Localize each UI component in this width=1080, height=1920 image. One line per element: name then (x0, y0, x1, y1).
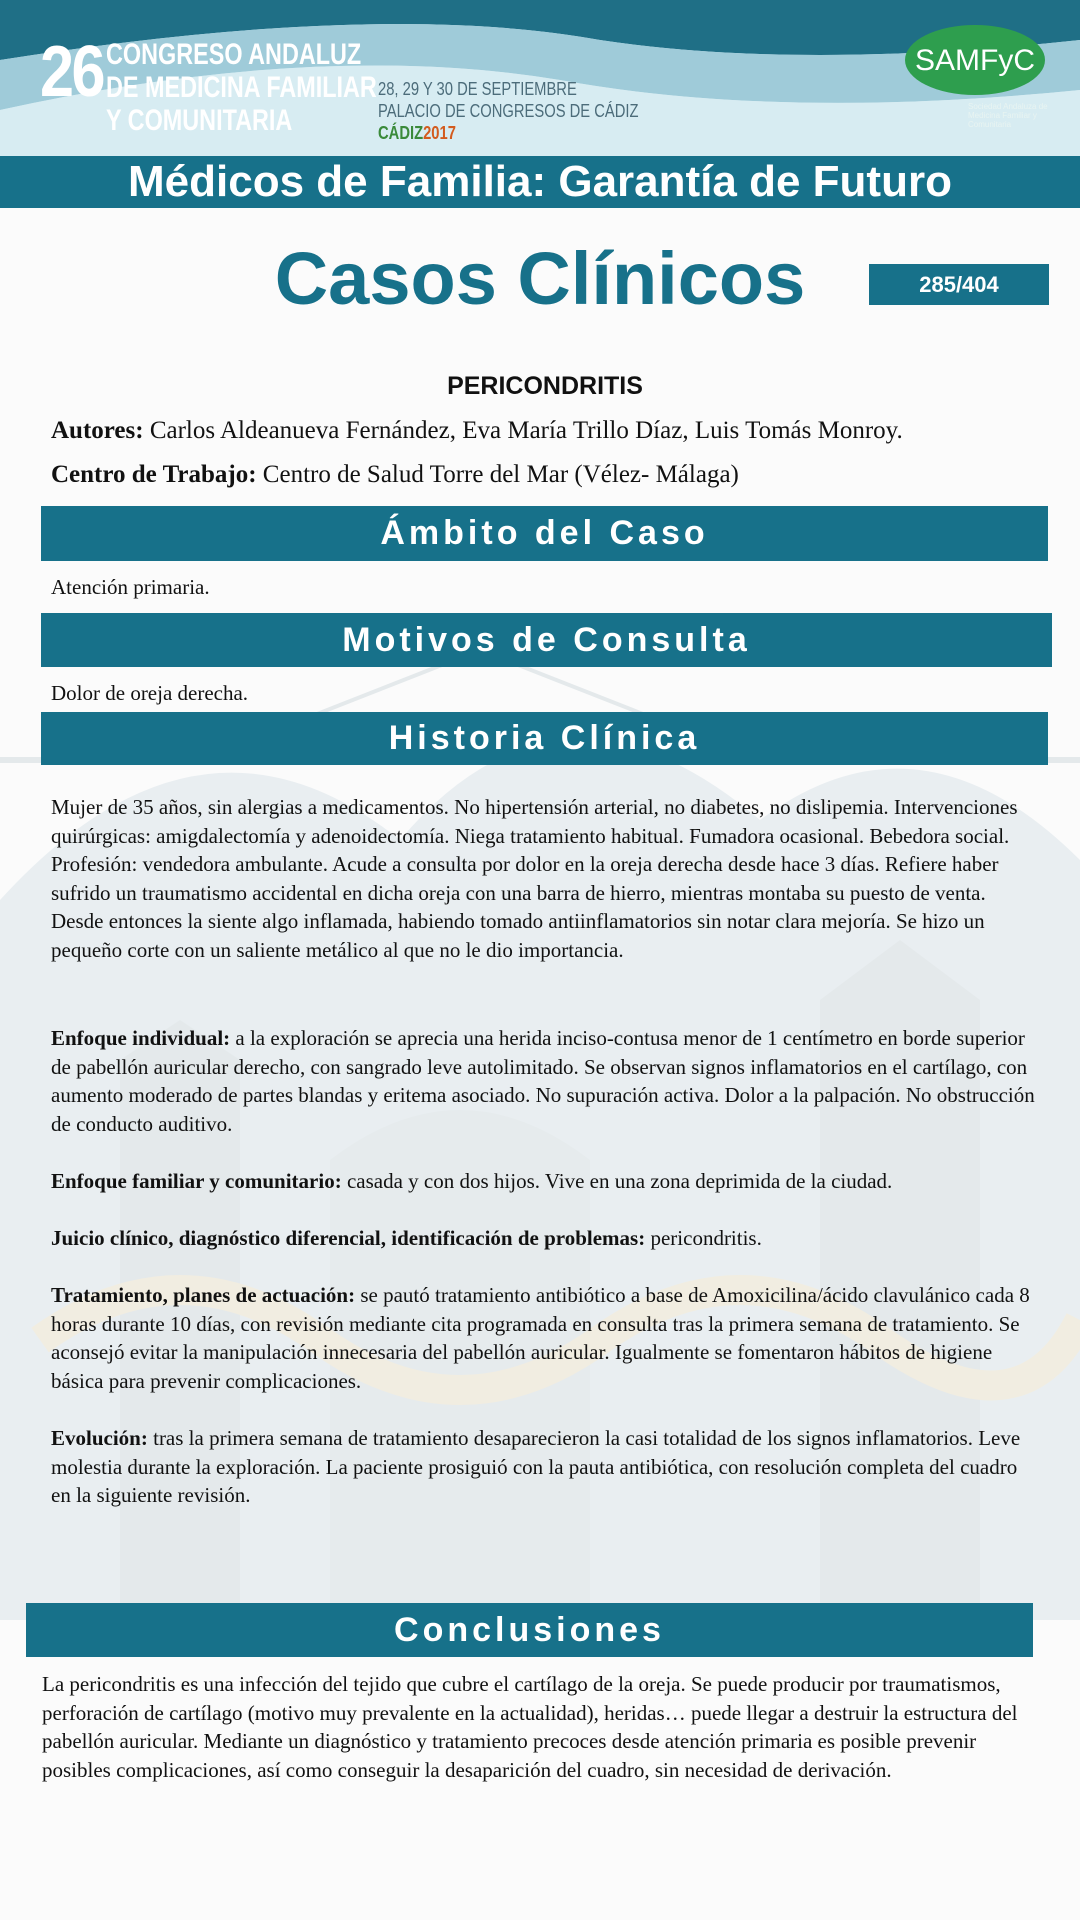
city-name: CÁDIZ (378, 123, 424, 143)
authors-label: Autores: (51, 417, 144, 444)
workplace-name: Centro de Salud Torre del Mar (Vélez- Málaga) (262, 461, 739, 488)
congress-number: 26 (40, 32, 103, 112)
congress-header (0, 0, 1080, 156)
evolucion-text: tras la primera semana de tratamiento desaparecieron la casi totalidad de los signos inflamatorios. Leve molestia durante la exploración. La paciente prosiguió con la pauta antibiótica, con resolución completa del cuadro en la siguiente revisión. (51, 1426, 1021, 1507)
congress-title (106, 38, 377, 137)
congress-venue: PALACIO DE CONGRESOS DE CÁDIZ (378, 101, 639, 121)
ambito-text: Atención primaria. (51, 575, 210, 599)
enfoque-individual-label: Enfoque individual: (51, 1026, 231, 1050)
historia-intro: Mujer de 35 años, sin alergias a medicamentos. No hipertensión arterial, no diabetes, no dislipemia. Intervenciones quirúrgicas: amigdalectomía y adenoidectomía. Niega tratamiento habitual. Fumadora ocasional. Bebedora social. Profesión: vendedora ambulante. Acude a consulta por dolor en la oreja derecha desde hace 3 días. Refiere haber sufrido un traumatismo accidental en dicha oreja con una barra de hierro, mientras montaba su puesto de venta. Desde entonces la siente algo inflamada, habiendo tomado antiinflamatorios sin notar clara mejoría. Se hizo un pequeño corte con un saliente metálico al que no le dio importancia. (51, 795, 1018, 962)
banner-slogan: Médicos de Familia: Garantía de Futuro (128, 157, 952, 206)
section-header-historia: Historia Clínica (41, 712, 1048, 765)
tratamiento (51, 1281, 1036, 1395)
enfoque-individual (51, 1024, 1036, 1138)
logo-subtitle: Sociedad Andaluza de Medicina Familiar y Comunitaria (968, 102, 1048, 129)
case-title: PERICONDRITIS (447, 372, 643, 400)
congress-title-line-3: Y COMUNITARIA (106, 104, 293, 137)
juicio-clinico-label: Juicio clínico, diagnóstico diferencial, identificación de problemas: (51, 1226, 646, 1250)
authors-line (51, 416, 903, 446)
section-header-conclusiones: Conclusiones (26, 1603, 1033, 1657)
section-header-ambito: Ámbito del Caso (41, 506, 1048, 561)
congress-city (378, 122, 639, 144)
juicio-clinico (51, 1224, 1036, 1253)
enfoque-familiar-text: casada y con dos hijos. Vive en una zona deprimida de la ciudad. (346, 1169, 893, 1193)
city-year: 2017 (423, 123, 456, 143)
samfyc-logo (905, 20, 1045, 95)
enfoque-familiar (51, 1167, 1036, 1196)
section-header-motivos: Motivos de Consulta (41, 613, 1052, 667)
workplace-label: Centro de Trabajo: (51, 461, 257, 488)
conclusiones-text: La pericondritis es una infección del tejido que cubre el cartílago de la oreja. Se puede producir por traumatismos, perforación de cartílago (motivo muy prevalente en la actualidad), heridas… puede llegar a destruir la estructura del pabellón auricular. Mediante un diagnóstico y tratamiento precoces desde atención primaria es posible prevenir posibles complicaciones, así como conseguir la desaparición del cuadro, sin necesidad de derivación. (42, 1672, 1018, 1782)
congress-dates (378, 78, 639, 144)
juicio-clinico-text: pericondritis. (650, 1226, 762, 1250)
evolucion-label: Evolución: (51, 1426, 148, 1450)
tratamiento-text: se pautó tratamiento antibiótico a base de Amoxicilina/ácido clavulánico cada 8 horas durante 10 días, con revisión mediante cita programada en consulta tras la primera semana de tratamiento. Se aconsejó evitar la manipulación innecesaria del pabellón auricular. Igualmente se fomentaron hábitos de higiene básica para prevenir complicaciones. (51, 1283, 1030, 1393)
enfoque-familiar-label: Enfoque familiar y comunitario: (51, 1169, 342, 1193)
authors-names: Carlos Aldeanueva Fernández, Eva María Trillo Díaz, Luis Tomás Monroy. (149, 417, 903, 444)
logo-text: SAMFyC (915, 44, 1035, 77)
congress-title-line-2: DE MEDICINA FAMILIAR (106, 71, 377, 104)
workplace-line (51, 460, 739, 490)
evolucion (51, 1424, 1036, 1510)
enfoque-individual-text: a la exploración se aprecia una herida inciso-contusa menor de 1 centímetro en borde superior de pabellón auricular derecho, con sangrado leve autolimitado. Se observan signos inflamatorios en el cartílago, con aumento moderado de partes blandas y eritema asociado. No supuración activa. Dolor a la palpación. No obstrucción de conducto auditivo. (51, 1026, 1035, 1136)
motivos-text: Dolor de oreja derecha. (51, 681, 249, 705)
case-number-badge: 285/404 (869, 264, 1049, 305)
congress-date-text: 28, 29 Y 30 DE SEPTIEMBRE (378, 79, 577, 99)
page-title: Casos Clínicos (274, 237, 806, 320)
congress-title-line-1: CONGRESO ANDALUZ (106, 38, 362, 71)
tratamiento-label: Tratamiento, planes de actuación: (51, 1283, 356, 1307)
